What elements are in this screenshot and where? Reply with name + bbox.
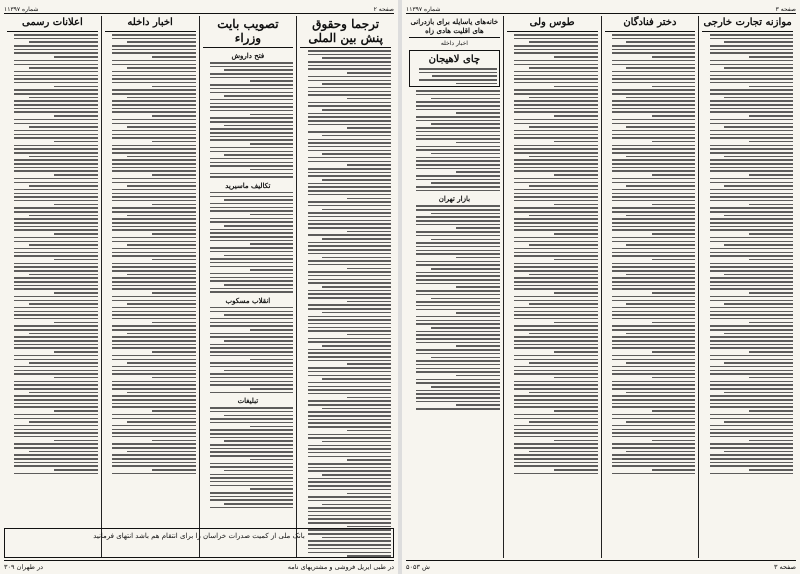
right-column-1 [698, 16, 796, 558]
right-newspaper-page [402, 0, 800, 574]
right-col3-headline: طوس ولی [507, 16, 598, 32]
right-col2-headline: دختر فنادگان [605, 16, 696, 32]
left-page-header [4, 2, 394, 14]
left-page-number: صفحه ۲ [373, 6, 394, 13]
right-footer-right: صفحه ۳ [773, 562, 796, 571]
right-page-footer [406, 560, 796, 572]
right-page-columns [406, 16, 796, 558]
left-col2-body-c [203, 307, 294, 393]
advertisement-text: بانک ملی از کمیت صدرات خراسان را برای انتقام هم باشد انتهای فرمانید [93, 532, 305, 540]
left-col2-body-a [203, 62, 294, 178]
right-issue-number: شماره ۱۱۳۹۷ [406, 6, 441, 13]
left-col2-section-3: تبلیغات [237, 396, 259, 406]
right-col4-body-a [409, 90, 500, 191]
bottom-advertisement [4, 528, 394, 558]
right-col4-body-b [409, 205, 500, 409]
right-page-header [406, 2, 796, 14]
left-col4-headline: اعلانات رسمی [7, 16, 98, 32]
right-col2-body [605, 34, 696, 474]
left-col2-section-1: تکالیف ماسیرید [225, 180, 271, 190]
left-page-footer [4, 560, 394, 572]
left-column-2 [199, 16, 297, 558]
left-footer-right: در طبی ایریل فروشی و مشتریهای نامه [287, 562, 394, 571]
left-col3-headline: اخبار داخله [105, 16, 196, 32]
left-column-1 [296, 16, 394, 558]
left-column-4 [4, 16, 101, 558]
right-col3-body [507, 34, 598, 474]
left-col2-subtitle: فتح داروش [231, 51, 265, 60]
tea-advertisement-box [409, 50, 500, 87]
left-column-3 [101, 16, 199, 558]
left-col4-body [7, 34, 98, 474]
right-col4-section-1: بازار تهران [438, 194, 471, 204]
left-col2-section-2: انقلاب مسکوب [225, 295, 271, 305]
left-col2-headline: تصویب بایت وزراء [203, 16, 294, 48]
right-col1-body [702, 34, 793, 474]
left-col1-headline: ترجما وحقوق پنش بین الملی [300, 16, 391, 48]
right-col4-subtitle: اخبار داخله [440, 40, 468, 47]
left-col2-body-b [203, 192, 294, 293]
left-col1-body [300, 50, 391, 558]
left-col3-body [105, 34, 196, 474]
right-col1-headline: موازنه تجارت خارجی [702, 16, 793, 32]
left-issue-number: شماره ۱۱۳۹۷ [4, 6, 39, 13]
right-footer-left: ش ۵۰۵۳ [406, 562, 430, 571]
left-newspaper-page [0, 0, 398, 574]
left-page-columns [4, 16, 394, 558]
left-footer-left: در طهران ۳۰۹ [4, 562, 43, 571]
right-page-number: صفحه ۳ [775, 6, 796, 13]
tea-ad-body [412, 68, 497, 84]
left-col2-body-d [203, 407, 294, 508]
right-column-3 [503, 16, 601, 558]
right-column-4 [406, 16, 503, 558]
right-col4-headline: خانه‌های یاسایله برای بازدرانی های اقلیت هادی زاه [409, 16, 500, 38]
right-column-2 [601, 16, 699, 558]
tea-ad-title: چای لاهیجان [428, 54, 481, 65]
